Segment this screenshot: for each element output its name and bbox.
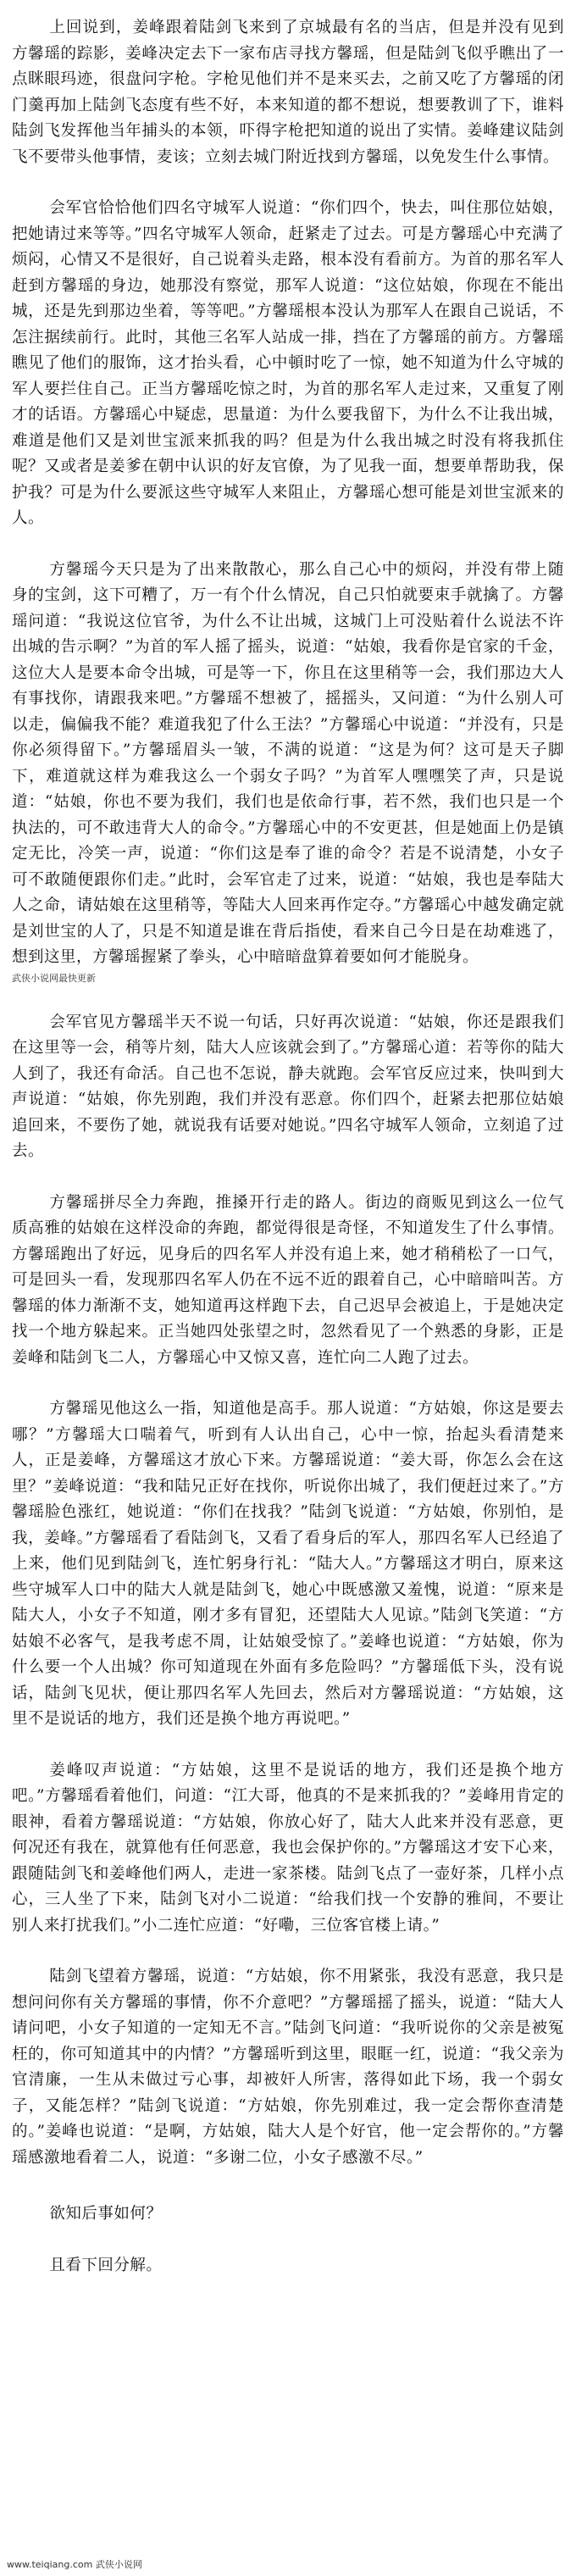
paragraph-stopped: 方馨瑶今天只是为了出来散散心，那么自己心中的烦闷，并没有带上随身的宝剑，这下可糟了，万一有个什么情况，自己只怕就要束手就擒了。方馨瑶问道：“我说这位官爷，为什么不让出城，这城门上可没贴着什么说法不许出城的告示啊？”为首的军人摇了摇头，说道：“姑娘，我看你是官家的千金，这位大人是要本命令出城，可是等一下，你且在这里稍等一会，我们那边大人有事找你，请跟我来吧。”方馨瑶不想被了，摇摇头，又问道：“为什么别人可以走，偏偏我不能？难道我犯了什么王法？”方馨瑶心中说道：“并没有，只是你必须得留下。”方馨瑶眉头一皱，不满的说道：“这是为何？这可是天子脚下，难道就这样为难我这么一个弱女子吗？”为首军人嘿嘿笑了声，只是说道：“姑娘，你也不要为我们，我们也是依命行事，若不然，我们也只是一个执法的，可不敢违背大人的命令。”方馨瑶心中的不安更甚，但是她面上仍是镇定无比，冷笑一声，说道：“你们这是奉了谁的命令？若是不说清楚，小女子可不敢随便跟你们走。”此时，会军官走了过来，说道：“姑娘，我也是奉陆大人之命，请姑娘在这里稍等，等陆大人回来再作定夺。”方馨瑶心中越发确定就是刘世宝的人了，只是不知道是谁在背后指使，看来自己今日是在劫难逃了，想到这里，方馨瑶握紧了拳头，心中暗暗盘算着要如何才能脱身。: [12, 560, 564, 966]
paragraph-gap: [12, 2171, 564, 2201]
paragraph-guards: 会军官恰恰他们四名守城军人说道：“你们四个，快去，叫住那位姑娘，把她请过来等等。”四名守城军人领命，赶紧走了过去。可是方馨瑶心中充满了烦闷，心情又不是很好，自己说着头走路，根本没有看前方。为首的那名军人赶到方馨瑶的身边，她那没有察觉，那军人说道：“这位姑娘，你现在不能出城，还是先到那边坐着，等等吧。”方馨瑶根本没认为那军人在跟自己说话，不怎注据续前行。此时，其他三名军人站成一排，挡在了方馨瑶的前方。方馨瑶瞧见了他们的服饰，这才抬头看，心中頓时吃了一惊，她不知道为什么守城的军人要拦住自己。正当方馨瑶吃惊之时，为首的那名军人走过来，又重复了刚才的话语。方馨瑶心中疑虑，思量道：为什么要我留下，为什么不让我出城，难道是他们又是刘世宝派来抓我的吗？但是为什么我出城之时没有将我抓住呢？又或者是姜爹在朝中认识的好友官僚，为了见我一面，想要单帮助我，保护我？可是为什么要派这些守城军人来阻止，方馨瑶心想可能是刘世宝派来的人。: [12, 199, 564, 527]
paragraph-teahouse: 姜峰叹声说道：“方姑娘，这里不是说话的地方，我们还是换个地方吧。”方馨瑶看着他们，问道：“江大哥，他真的不是来抓我的？”姜峰用肯定的眼神，看着方馨瑶说道：“方姑娘，你放心好了，陆大人此来并没有恶意，更何况还有我在，就算他有任何恶意，我也会保护你的。”方馨瑶这才安下心来，跟随陆剑飞和姜峰他们两人，走进一家茶楼。陆剑飞点了一壶好茶，几样小点心，三人坐了下来，陆剑飞对小二说道：“给我们找一个安静的雅间，不要让别人来打扰我们。”小二连忙应道：“好嘞，三位客官楼上请。”: [12, 1761, 564, 1935]
paragraph-gap: [12, 170, 564, 196]
footer-watermark: www.teiqiang.com 武侠小说网: [7, 2559, 142, 2570]
paragraph-gap: [12, 1371, 564, 1396]
closing-line: 且看下回分解。: [49, 2256, 163, 2274]
paragraph-meeting: 方馨瑶见他这么一指，知道他是高手。那人说道：“方姑娘，你这是要去哪？”方馨瑶大口喘着气，听到有人认出自己，心中一惊，抬起头看清楚来人，正是姜峰，方馨瑶这才放心下来。方馨瑶说道：“姜大哥，你怎么会在这里？”姜峰说道：“我和陆兄正好在找你，听说你出城了，我们便赶过来了。”方馨瑶脸色涨红，她说道：“你们在找我？”陆剑飞说道：“方姑娘，你别怕，是我，姜峰。”方馨瑶看了看陆剑飞，又看了看身后的军人，那四名军人已经追了上来，他们见到陆剑飞，连忙躬身行礼：“陆大人。”方馨瑶这才明白，原来这些守城军人口中的陆大人就是陆剑飞，她心中既感激又羞愧，说道：“原来是陆大人，小女子不知道，刚才多有冒犯，还望陆大人见谅。”陆剑飞笑道：“方姑娘不必客气，是我考虑不周，让姑娘受惊了。”姜峰也说道：“方姑娘，你为什么要一个人出城？你可知道现在外面有多危险吗？”方馨瑶低下头，没有说话，陆剑飞见状，便让那四名军人先回去，然后对方馨瑶说道：“方姑娘，这里不是说话的地方，我们还是换个地方再说吧。”: [12, 1400, 564, 1728]
closing-question: 欲知后事如何？: [49, 2205, 163, 2223]
paragraph-running: 方馨瑶拼尽全力奔跑，推搡开行走的路人。街边的商贩见到这么一位气质高雅的姑娘在这样没命的奔跑，都觉得很是奇怪，不知道发生了什么事情。方馨瑶跑出了好远，见身后的四名军人并没有追上来，她才稍稍松了一口气，可是回头一看，发现那四名军人仍在不远不近的跟着自己，心中暗暗叫苦。方馨瑶的体力渐渐不支，她知道再这样跑下去，自己迟早会被追上，于是她决定找一个地方躲起来。正当她四处张望之时，忽然看见了一个熟悉的身影，正是姜峰和陆剑飞二人，方馨瑶心中又惊又喜，连忙向二人跑了过去。: [12, 1193, 564, 1367]
paragraph-escape: 会军官见方馨瑶半天不说一句话，只好再次说道：“姑娘，你还是跟我们在这里等一会，稍等片刻，陆大人应该就会到了。”方馨瑶心道：若等你的陆大人到了，我还有命活。自己也不怎说，静夫就跑。会军官反应过来，快叫到大声说道：“姑娘，你先别跑，我们并没有恶意。你们四个，赶紧去把那位姑娘追回来，不要伤了她，就说我有话要对她说。”四名守城军人领命，立刻追了过去。: [12, 1013, 564, 1160]
paragraph-conversation: 陆剑飞望着方馨瑶，说道：“方姑娘，你不用紧张，我没有恶意，我只是想问问你有关方馨瑶的事情，你不介意吧？”方馨瑶摇了摇头，说道：“陆大人请问吧，小女子知道的一定知无不言。”陆剑飞问道：“我听说你的父亲是被冤枉的，你可知道其中的内情？”方馨瑶听到这里，眼眶一红，说道：“我父亲为官清廉，一生从未做过亏心事，却被奸人所害，落得如此下场，我一个弱女子，又能怎样？”陆剑飞说道：“方姑娘，你先别难过，我一定会帮你查清楚的。”姜峰也说道：“是啊，方姑娘，陆大人是个好官，他一定会帮你的。”方馨瑶感激地看着二人，说道：“多谢二位，小女子感激不尽。”: [12, 1968, 564, 2167]
paragraph-gap: [12, 2228, 564, 2253]
paragraph-gap: [12, 1733, 564, 1758]
paragraph-gap: [12, 985, 564, 1010]
paragraph-recap: 上回说到，姜峰跟着陆剑飞来到了京城最有名的当店，但是并没有见到方馨瑶的踪影，姜峰决定去下一家布店寻找方馨瑶，但是陆剑飞似乎瞧出了一点眯眼玛迹，很盘问字枪。字枪见他们并不是来买去，之前又吃了方馨瑶的闭门羹再加上陆剑飞态度有些不好，本来知道的都不想说，想要教训了下，谁料陆剑飞发挥他当年捕头的本领，吓得字枪把知道的说出了实情。姜峰建议陆剑飞不要带头他事情，麦该；立刻去城门附近找到方馨瑶，以免发生什么事情。: [12, 19, 564, 166]
site-watermark-note: 武侠小说网最快更新: [12, 972, 96, 984]
paragraph-gap: [12, 1165, 564, 1191]
paragraph-gap: [12, 532, 564, 558]
paragraph-gap: [12, 1939, 564, 1964]
